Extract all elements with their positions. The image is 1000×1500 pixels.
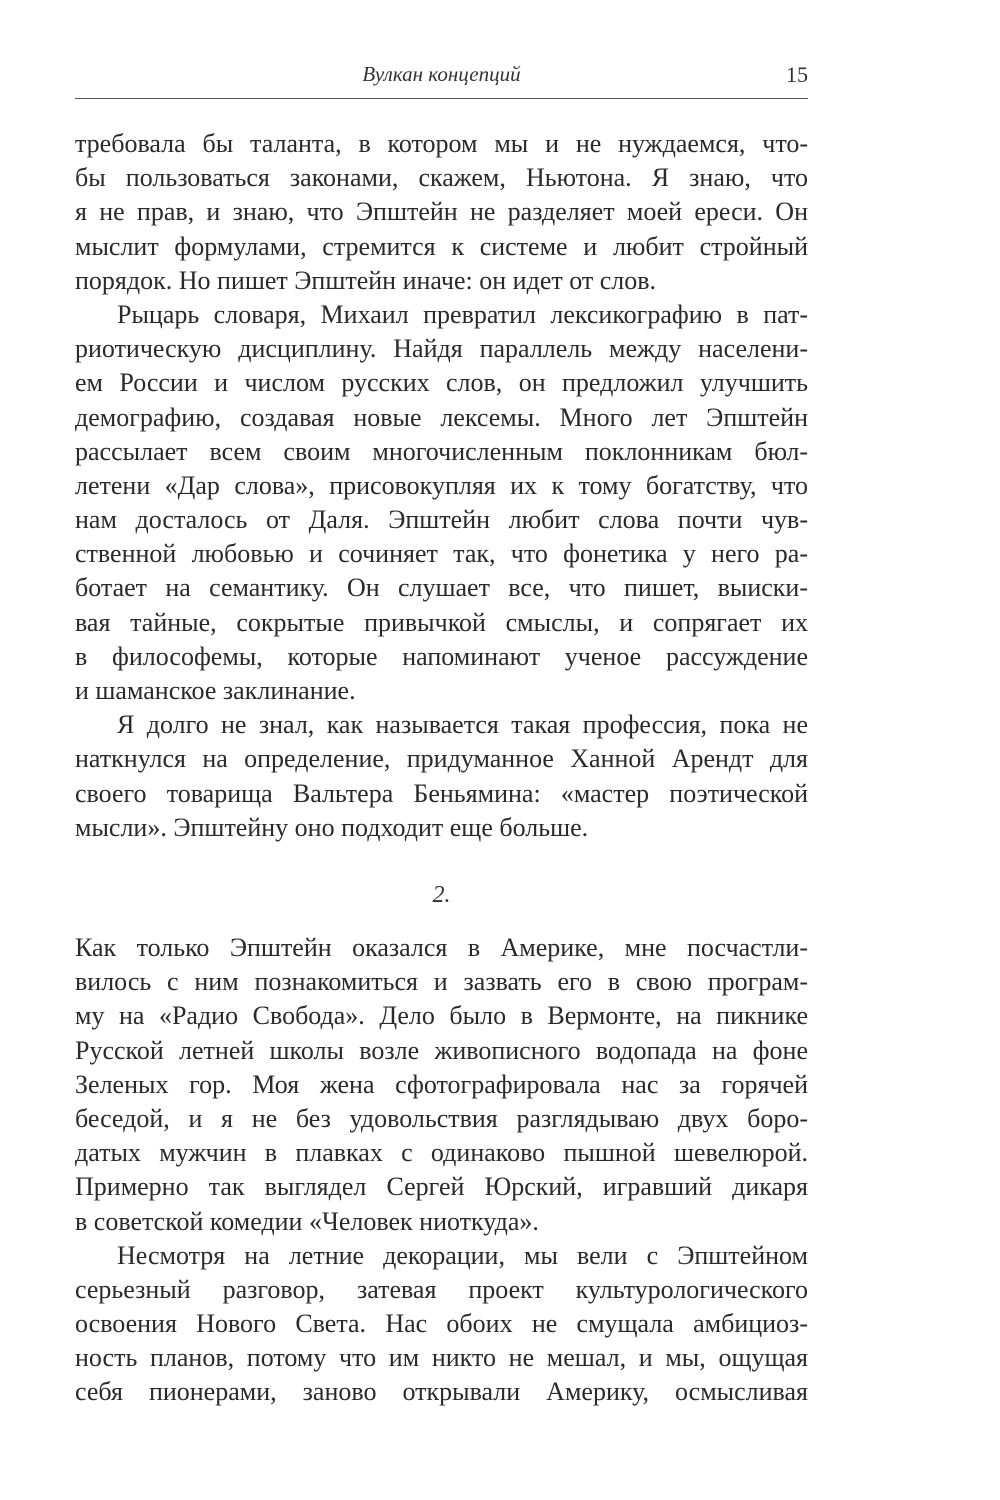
text-line: Как только Эпштейн оказался в Америке, мне посчастли- (75, 933, 808, 962)
text-line: ем России и числом русских слов, он предложил улучшить (75, 368, 808, 398)
text-line: Примерно так выглядел Сергей Юрский, игравший дикаря (75, 1172, 808, 1202)
body-text-part-1 (75, 127, 808, 845)
text-line: я не прав, и знаю, что Эпштейн не разделяет моей ереси. Он (75, 197, 808, 227)
text-line: себя пионерами, заново открывали Америку, осмысливая (75, 1377, 808, 1407)
text-line: вилось с ним познакомиться и зазвать его в свою програм- (75, 967, 808, 997)
text-line: беседой, и я не без удовольствия разглядываю двух боро- (75, 1103, 808, 1133)
text-line: датых мужчин в плавках с одинаково пышной шевелюрой. (75, 1138, 808, 1168)
text-line: нам досталось от Даля. Эпштейн любит слова почти чув- (75, 505, 808, 535)
text-line: своего товарища Вальтера Беньямина: «мастер поэтической (75, 778, 808, 808)
text-line: вая тайные, сокрытые привычкой смыслы, и сопрягает их (75, 607, 808, 637)
text-line: Рыцарь словаря, Михаил превратил лексикографию в пат- (117, 299, 808, 329)
body-text-part-2 (75, 931, 808, 1410)
text-line: требовала бы таланта, в котором мы и не нуждаемся, что- (75, 129, 808, 158)
text-line: порядок. Но пишет Эпштейн иначе: он идет от слов. (75, 265, 657, 295)
page-number: 15 (786, 62, 808, 87)
section-number: 2. (432, 882, 451, 908)
text-line: наткнулся на определение, придуманное Ханной Арендт для (75, 744, 808, 774)
text-line: демографию, создавая новые лексемы. Много лет Эпштейн (75, 402, 808, 432)
text-line: и шаманское заклинание. (75, 676, 356, 705)
text-line: в философемы, которые напоминают ученое рассуждение (75, 641, 808, 671)
text-line: летени «Дар слова», присовокупляя их к тому богатству, что (75, 470, 808, 500)
text-line: Русской летней школы возле живописного водопада на фоне (75, 1035, 808, 1065)
text-line: Зеленых гор. Моя жена сфотографировала нас за горячей (75, 1069, 808, 1099)
text-line: Несмотря на летние декорации, мы вели с Эпштейном (117, 1240, 808, 1270)
text-line: ность планов, потому что им никто не мешал, и мы, ощущая (75, 1343, 808, 1373)
text-line: мыслит формулами, стремится к системе и любит стройный (75, 231, 808, 261)
running-title: Вулкан концепций (362, 62, 521, 86)
text-line: Я долго не знал, как называется такая профессия, пока не (117, 710, 808, 740)
text-line: рассылает всем своим многочисленным поклонникам бюл- (75, 436, 808, 466)
text-line: в советской комедии «Человек ниоткуда». (75, 1206, 539, 1236)
text-line: ственной любовью и сочиняет так, что фонетика у него ра- (75, 539, 808, 569)
text-line: бы пользоваться законами, скажем, Ньютона. Я знаю, что (75, 163, 808, 193)
text-line: серьезный разговор, затевая проект культурологического (75, 1274, 808, 1304)
text-line: освоения Нового Света. Нас обоих не смущала амбициоз- (75, 1309, 808, 1339)
text-line: риотическую дисциплину. Найдя параллель между населени- (75, 334, 808, 364)
running-header (75, 58, 808, 99)
text-line: мысли». Эпштейну оно подходит еще больше. (75, 812, 589, 842)
text-line: ботает на семантику. Он слушает все, что пишет, выиски- (75, 573, 808, 603)
text-line: му на «Радио Свобода». Дело было в Вермонте, на пикнике (75, 1001, 808, 1031)
